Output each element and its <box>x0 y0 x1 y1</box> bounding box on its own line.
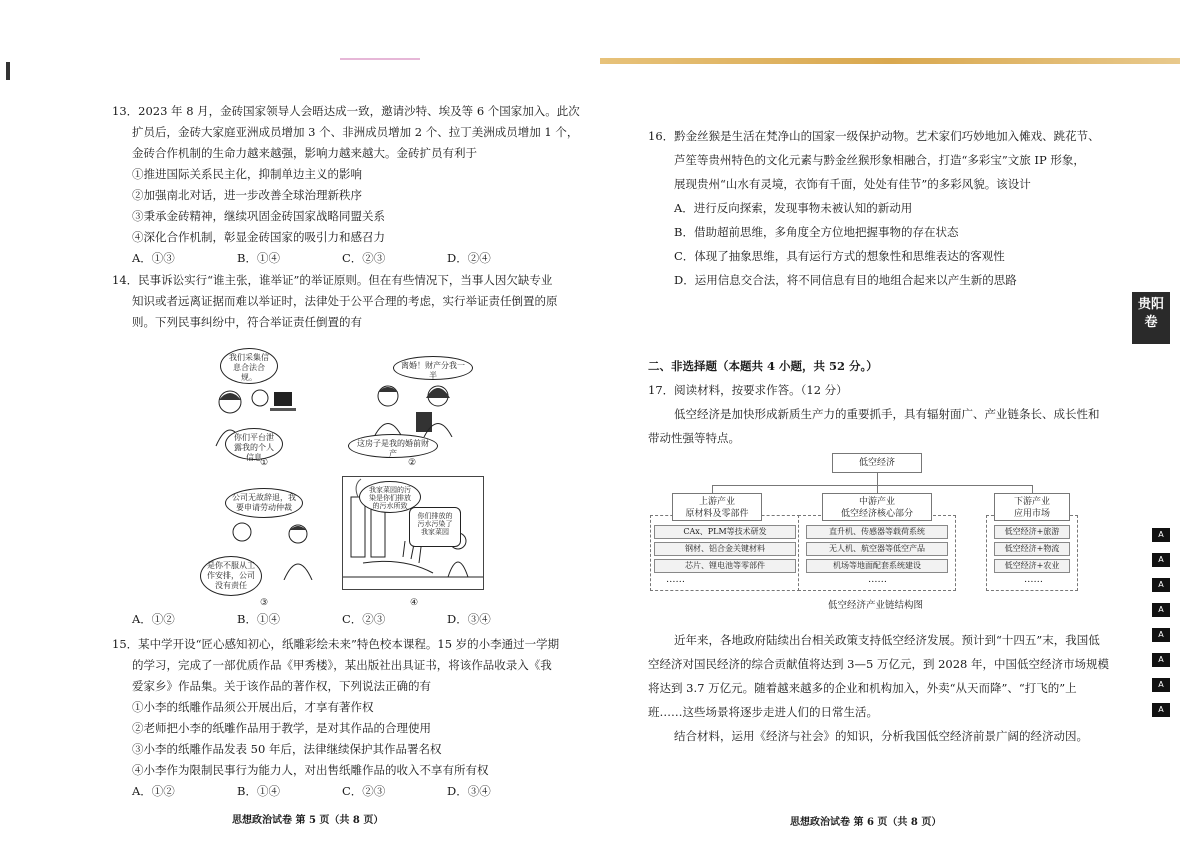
section-heading: 二、非选择题（本题共 4 小题，共 52 分。） <box>648 359 878 373</box>
q16-line: 16．黔金丝猴是生活在梵净山的国家一级保护动物。艺术家们巧妙地加入傩戏、跳花节、 <box>648 129 1100 143</box>
q15-line: 爱家乡》作品集。关于该作品的著作权，下列说法正确的有 <box>132 679 431 693</box>
comic-speech-bubble: 公司无故辞退，我要申请劳动仲裁 <box>225 488 303 518</box>
q15-statement: ④小李作为限制民事行为能力人，对出售纸雕作品的收入不享有所有权 <box>132 763 489 777</box>
question-16 <box>648 124 1100 292</box>
option-c[interactable]: C．体现了抽象思维，具有运行方式的想象性和思维表达的客观性 <box>674 249 1005 263</box>
comic-speech-bubble: 是你不服从工作安排，公司没有责任 <box>200 556 262 596</box>
edge-tab: A <box>1152 678 1170 692</box>
diagram-item: 低空经济+旅游 <box>994 525 1070 539</box>
question-13 <box>112 101 580 269</box>
edge-tab: A <box>1152 703 1170 717</box>
page-footer: 思想政治试卷 第 6 页（共 8 页） <box>790 817 942 828</box>
option-a[interactable]: A．①③ <box>132 251 175 265</box>
page-footer: 思想政治试卷 第 5 页（共 8 页） <box>232 815 384 826</box>
comic-panel-2 <box>348 348 478 468</box>
diagram-connector <box>877 473 878 485</box>
diagram-downstream-header <box>994 493 1070 521</box>
q17-intro: 带动性强等特点。 <box>648 431 740 445</box>
diagram-label: 上游产业 <box>698 497 735 507</box>
q17-material <box>648 628 1109 748</box>
option-d[interactable]: D．②④ <box>447 251 491 265</box>
diagram-caption: 低空经济产业链结构图 <box>828 600 924 611</box>
q13-statement: ②加强南北对话，进一步改善全球治理新秩序 <box>132 188 362 202</box>
q13-line: 13．2023 年 8 月，金砖国家领导人会晤达成一致，邀请沙特、埃及等 6 个国家加入。此次 <box>112 104 580 118</box>
side-tab-label: 贵阳 <box>1137 297 1164 312</box>
option-b[interactable]: B．借助超前思维，多角度全方位地把握事物的存在状态 <box>674 225 959 239</box>
q13-statement: ④深化合作机制，彰显金砖国家的吸引力和感召力 <box>132 230 385 244</box>
panel-number: ① <box>260 458 269 468</box>
diagram-connector <box>712 485 713 493</box>
q13-statement: ③秉承金砖精神，继续巩固金砖国家战略同盟关系 <box>132 209 385 223</box>
option-a[interactable]: A．①② <box>132 612 175 626</box>
edge-tab: A <box>1152 528 1170 542</box>
option-c[interactable]: C．②③ <box>342 612 386 626</box>
q15-statement: ②老师把小李的纸雕作品用于教学，是对其作品的合理使用 <box>132 721 431 735</box>
panel-number: ④ <box>410 598 419 608</box>
diagram-ellipsis: …… <box>868 574 887 585</box>
option-a[interactable]: A．①② <box>132 784 175 798</box>
q15-line: 15．某中学开设“匠心感知初心，纸雕彩绘未来”特色校本课程。15 岁的小李通过一学期 <box>112 637 560 651</box>
q14-line: 则。下列民事纠纷中，符合举证责任倒置的有 <box>132 315 362 329</box>
option-b[interactable]: B．①④ <box>237 612 280 626</box>
comic-speech-bubble: 离婚！财产分我一半 <box>393 356 473 380</box>
right-page <box>600 0 1200 848</box>
edge-tab: A <box>1152 603 1170 617</box>
q13-line: 金砖合作机制的生命力越来越强，影响力越来越大。金砖扩员有利于 <box>132 146 477 160</box>
option-c[interactable]: C．②③ <box>342 784 386 798</box>
comic-speech-bubble: 这房子是我的婚前财产 <box>348 434 438 458</box>
diagram-root: 低空经济 <box>832 453 922 473</box>
diagram-item: 低空经济+物流 <box>994 542 1070 556</box>
diagram-label: 中游产业 <box>858 497 895 507</box>
option-d[interactable]: D．③④ <box>447 612 491 626</box>
question-15 <box>112 634 559 802</box>
q13-statement: ①推进国际关系民主化，抑制单边主义的影响 <box>132 167 362 181</box>
q14-options <box>132 609 491 630</box>
q15-statement: ①小李的纸雕作品须公开展出后，才享有著作权 <box>132 700 374 714</box>
diagram-connector <box>712 485 1032 486</box>
option-a[interactable]: A．进行反向探索，发现事物未被认知的新动用 <box>674 201 913 215</box>
panel-number: ② <box>408 458 417 468</box>
option-d[interactable]: D．运用信息交合法，将不同信息有目的地组合起来以产生新的思路 <box>674 273 1017 287</box>
q17-body-line: 近年来，各地政府陆续出台相关政策支持低空经济发展。预计到“十四五”末，我国低 <box>674 633 1100 647</box>
option-b[interactable]: B．①④ <box>237 784 280 798</box>
question-14 <box>112 270 558 333</box>
q14-line: 14．民事诉讼实行“谁主张，谁举证”的举证原则。但在有些情况下，当事人因欠缺专业 <box>112 273 553 287</box>
diagram-label: 下游产业 <box>1013 497 1050 507</box>
comic-panel-1 <box>200 348 330 468</box>
comic-speech-bubble: 你们排放的污水污染了我家菜园 <box>409 507 461 547</box>
q16-line: 芦笙等贵州特色的文化元素与黔金丝猴形象相融合，打造“多彩宝”文旅 IP 形象， <box>674 153 1085 167</box>
diagram-item: 钢材、铝合金关键材料 <box>654 542 796 556</box>
diagram-item: 无人机、航空器等低空产品 <box>806 542 948 556</box>
diagram-label: 原材料及零部件 <box>685 509 749 519</box>
diagram-ellipsis: …… <box>666 574 685 585</box>
q13-line: 扩员后，金砖大家庭亚洲成员增加 3 个、非洲成员增加 2 个、拉丁美洲成员增加 1 个， <box>132 125 579 139</box>
q17-body-line: 空经济对国民经济的综合贡献值将达到 3—5 万亿元，到 2028 年，中国低空经济市场规模 <box>648 657 1110 671</box>
q17-title: 17．阅读材料，按要求作答。（12 分） <box>648 383 848 397</box>
diagram-item: 芯片、锂电池等零部件 <box>654 559 796 573</box>
q17-task: 结合材料，运用《经济与社会》的知识，分析我国低空经济前景广阔的经济动因。 <box>674 729 1088 743</box>
comic-figure-man-at-computer <box>248 386 298 426</box>
diagram-item: CAx、PLM等技术研发 <box>654 525 796 539</box>
option-b[interactable]: B．①④ <box>237 251 280 265</box>
edge-tab: A <box>1152 553 1170 567</box>
option-c[interactable]: C．②③ <box>342 251 386 265</box>
edge-tab: A <box>1152 628 1170 642</box>
diagram-connector <box>877 485 878 493</box>
diagram-item: 机场等地面配套系统建设 <box>806 559 948 573</box>
comic-speech-bubble: 你们平台泄露我的个人信息 <box>225 428 283 460</box>
comic-panel-4 <box>342 476 484 590</box>
q17-body-line: 将达到 3.7 万亿元。随着越来越多的企业和机构加入，外卖“从天而降”、“打飞的”上 <box>648 681 1077 695</box>
comic-figure-couple <box>358 382 468 437</box>
q16-line: 展现贵州“山水有灵境，衣饰有千面，处处有佳节”的多彩风貌。该设计 <box>674 177 1031 191</box>
panel-number: ③ <box>260 598 269 608</box>
diagram-item: 直升机、传感器等载荷系统 <box>806 525 948 539</box>
diagram-upstream-header <box>672 493 762 521</box>
edge-tab: A <box>1152 653 1170 667</box>
diagram-label: 应用市场 <box>1013 509 1050 519</box>
comic-speech-bubble: 我们采集信息合法合规。 <box>220 348 278 384</box>
q15-line: 的学习，完成了一部优质作品《甲秀楼》，某出版社出具证书，将该作品收录入《我 <box>132 658 552 672</box>
q17-body-line: 班……这些场景将逐步走进人们的日常生活。 <box>648 705 878 719</box>
q17-intro: 低空经济是加快形成新质生产力的重要抓手，具有辐射面广、产业链条长、成长性和 <box>674 407 1100 421</box>
q13-options <box>112 248 580 269</box>
comic-panel-3 <box>200 488 330 608</box>
diagram-connector <box>1032 485 1033 493</box>
region-side-tab <box>1132 292 1170 344</box>
edge-tab: A <box>1152 578 1170 592</box>
q15-options <box>112 781 559 802</box>
comic-speech-bubble: 我家菜园的污染是你们排放的污水所致 <box>359 481 421 513</box>
option-d[interactable]: D．③④ <box>447 784 491 798</box>
diagram-midstream-header <box>822 493 932 521</box>
diagram-item: 低空经济+农业 <box>994 559 1070 573</box>
side-tab-label: 卷 <box>1144 315 1158 330</box>
q15-statement: ③小李的纸雕作品发表 50 年后，法律继续保护其作品署名权 <box>132 742 442 756</box>
q14-line: 知识或者远离证据而难以举证时，法律处于公平合理的考虑，实行举证责任倒置的原 <box>132 294 558 308</box>
diagram-label: 低空经济核心部分 <box>840 509 913 519</box>
diagram-ellipsis: …… <box>1024 574 1043 585</box>
